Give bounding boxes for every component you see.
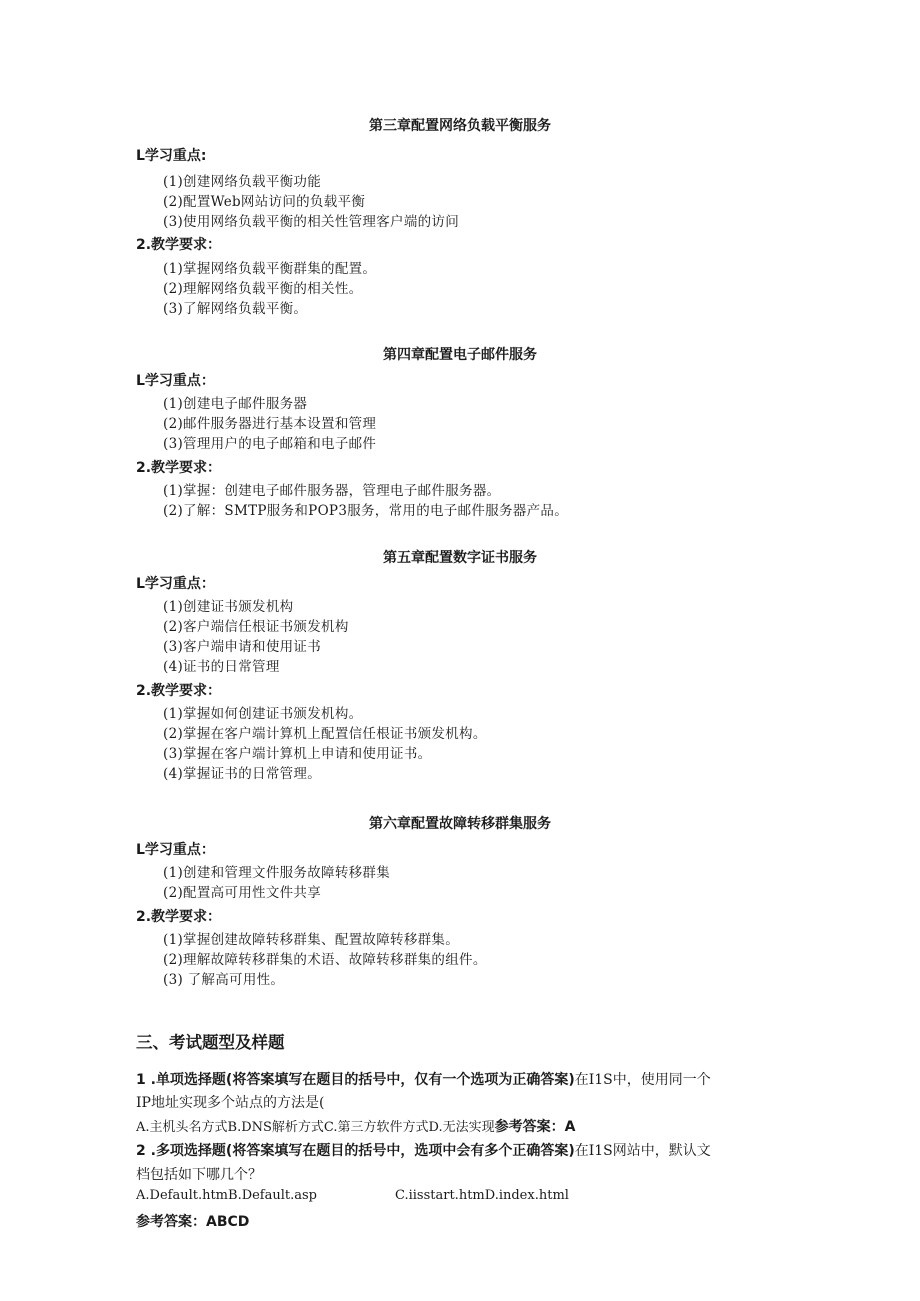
chapter-3-focus-item: (2)配置Web网站访问的负载平衡 <box>163 194 366 210</box>
question-1-text: 在I1S中，使用同一个 <box>574 1072 711 1088</box>
chapter-3-req-item: (1)掌握网络负载平衡群集的配置。 <box>163 261 377 277</box>
question-2-answer-line <box>136 1211 249 1231</box>
chapter-5-req-item: (4)掌握证书的日常管理。 <box>163 766 322 782</box>
question-1-number: 1 . <box>136 1072 156 1088</box>
chapter-4-focus-item: (1)创建电子邮件服务器 <box>163 396 308 412</box>
chapter-6-focus-heading: L学习重点： <box>136 842 215 858</box>
chapter-6-req-item: (1)掌握创建故障转移群集、配置故障转移群集。 <box>163 932 460 948</box>
chapter-6-focus-item: (1)创建和管理文件服务故障转移群集 <box>163 865 391 881</box>
question-2-options-b: C.iisstart.htmD.index.html <box>395 1188 569 1203</box>
chapter-5-title: 第五章配置数字证书服务 <box>383 550 537 566</box>
question-2-text: 在I1S网站中，默认文 <box>574 1143 711 1159</box>
question-2-type: 多项选择题(将答案填写在题目的括号中，选项中会有多个正确答案) <box>155 1143 575 1159</box>
question-1-line-1 <box>136 1069 711 1089</box>
question-1-line-2 <box>136 1092 324 1112</box>
chapter-4-req-item: (2)了解：SMTP服务和POP3服务，常用的电子邮件服务器产品。 <box>163 503 569 519</box>
chapter-6-req-item: (3) 了解高可用性。 <box>163 972 285 988</box>
chapter-3-req-item: (3)了解网络负载平衡。 <box>163 301 308 317</box>
question-2-number: 2 . <box>136 1143 156 1159</box>
chapter-4-req-heading: 2.教学要求： <box>136 460 222 476</box>
question-1-text-cont: IP地址实现多个站点的方法是( <box>136 1095 325 1111</box>
chapter-5-focus-item: (3)客户端申请和使用证书 <box>163 639 322 655</box>
question-1-options-line <box>136 1116 575 1136</box>
question-2-answer: 参考答案：ABCD <box>136 1214 250 1230</box>
question-2-line-1 <box>136 1140 711 1160</box>
chapter-3-focus-item: (3)使用网络负载平衡的相关性管理客户端的访问 <box>163 214 460 230</box>
chapter-3-focus-item: (1)创建网络负载平衡功能 <box>163 174 322 190</box>
chapter-5-req-heading: 2.教学要求： <box>136 683 222 699</box>
chapter-6-req-item: (2)理解故障转移群集的术语、故障转移群集的组件。 <box>163 952 487 968</box>
chapter-5-req-item: (2)掌握在客户端计算机上配置信任根证书颁发机构。 <box>163 726 487 742</box>
chapter-4-focus-item: (3)管理用户的电子邮箱和电子邮件 <box>163 436 377 452</box>
question-2-line-2 <box>136 1164 262 1184</box>
chapter-5-req-item: (1)掌握如何创建证书颁发机构。 <box>163 706 363 722</box>
chapter-4-title: 第四章配置电子邮件服务 <box>383 347 537 363</box>
chapter-4-focus-item: (2)邮件服务器进行基本设置和管理 <box>163 416 377 432</box>
chapter-3-focus-heading: L学习重点: <box>136 148 207 164</box>
chapter-3-req-item: (2)理解网络负载平衡的相关性。 <box>163 281 363 297</box>
chapter-4-focus-heading: L学习重点： <box>136 373 215 389</box>
question-1-options: A.主机头名方式B.DNS解析方式C.第三方软件方式D.无法实现 <box>136 1120 495 1135</box>
chapter-4-req-item: (1)掌握：创建电子邮件服务器，管理电子邮件服务器。 <box>163 483 501 499</box>
chapter-5-focus-item: (1)创建证书颁发机构 <box>163 599 294 615</box>
chapter-3-title: 第三章配置网络负载平衡服务 <box>369 118 551 134</box>
question-2-text-cont: 档包括如下哪几个？ <box>136 1167 262 1183</box>
question-1-answer: 参考答案：A <box>494 1119 576 1135</box>
chapter-6-focus-item: (2)配置高可用性文件共享 <box>163 885 322 901</box>
chapter-5-focus-heading: L学习重点： <box>136 576 215 592</box>
chapter-3-req-heading: 2.教学要求： <box>136 237 222 253</box>
question-2-options-a: A.Default.htmB.Default.asp <box>136 1188 318 1203</box>
exam-section-title: 三、考试题型及样题 <box>136 1033 285 1052</box>
question-1-type: 单项选择题(将答案填写在题目的括号中，仅有一个选项为正确答案) <box>155 1072 575 1088</box>
chapter-5-req-item: (3)掌握在客户端计算机上申请和使用证书。 <box>163 746 432 762</box>
chapter-6-title: 第六章配置故障转移群集服务 <box>369 816 551 832</box>
chapter-5-focus-item: (2)客户端信任根证书颁发机构 <box>163 619 349 635</box>
chapter-6-req-heading: 2.教学要求： <box>136 909 222 925</box>
chapter-5-focus-item: (4)证书的日常管理 <box>163 659 280 675</box>
